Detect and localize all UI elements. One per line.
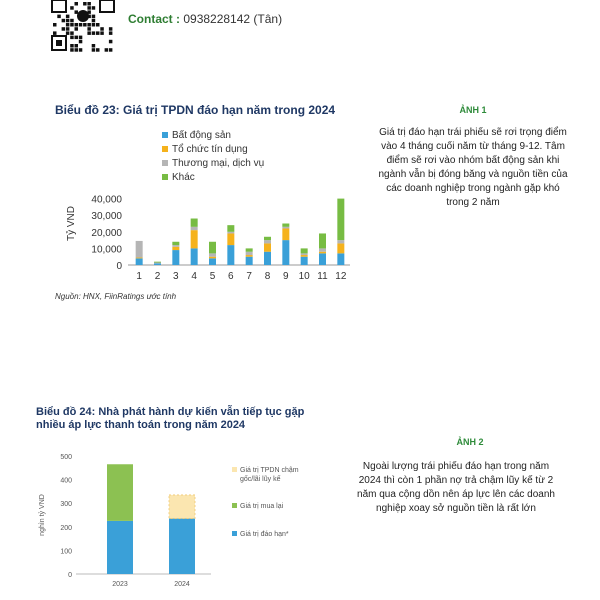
x-tick-label: 9	[283, 271, 289, 282]
bar-segment	[209, 258, 216, 265]
legend-label: Giá trị mua lại	[240, 503, 284, 510]
bar-segment	[209, 253, 216, 256]
side-title-2: ẢNH 2	[456, 437, 484, 447]
bar-segment	[246, 252, 253, 255]
y-tick-label: 20,000	[91, 227, 122, 239]
bar-segment	[301, 255, 308, 257]
x-tick-label: 2	[154, 271, 161, 282]
legend-swatch	[162, 160, 168, 166]
x-tick-label: 8	[264, 271, 271, 282]
bar-segment	[227, 232, 234, 234]
bar-segment	[264, 237, 271, 240]
bar-segment	[337, 240, 344, 243]
y-tick-label: 400	[60, 477, 72, 485]
bar-segment	[172, 247, 179, 250]
chart-23-source: Nguồn: HNX, FiinRatings ước tính	[55, 292, 177, 301]
bar-segment	[227, 225, 234, 232]
x-tick-label: 11	[317, 271, 328, 282]
bar-segment	[264, 240, 271, 243]
x-tick-label: 7	[246, 271, 252, 282]
legend-label: Thương mại, dịch vụ	[172, 158, 265, 169]
side-title-1: ẢNH 1	[459, 105, 487, 115]
qr-code-image	[50, 0, 116, 54]
bar-segment	[282, 228, 289, 240]
bar-segment	[246, 248, 253, 251]
bar-segment	[107, 521, 133, 574]
x-tick-label: 12	[335, 271, 347, 282]
x-tick-label: 2024	[174, 581, 190, 588]
y-tick-label: 0	[116, 261, 122, 272]
bar-segment	[282, 224, 289, 227]
bar-segment	[264, 243, 271, 251]
bar-segment	[337, 243, 344, 253]
bar-segment	[301, 248, 308, 253]
bar-segment	[172, 250, 179, 265]
bar-segment	[172, 245, 179, 247]
bar-segment	[319, 248, 326, 251]
bar-segment	[209, 257, 216, 259]
bar-segment	[154, 263, 161, 265]
chart-23	[50, 130, 360, 290]
y-tick-label: 10,000	[91, 244, 122, 256]
legend-swatch	[162, 146, 168, 152]
contact-line	[128, 12, 282, 26]
bar-segment	[282, 240, 289, 265]
chart-24	[36, 448, 326, 598]
bar-segment	[107, 464, 133, 521]
bar-segment	[264, 252, 271, 265]
x-tick-label: 1	[136, 271, 142, 282]
side-text-1: Giá trị đáo hạn trái phiếu sẽ rơi trọng điểm vào 4 tháng cuối năm từ tháng 9-12. Tâm điểm sẽ rơi vào nhóm bất động sản khi ngành vẫn bị đóng băng và nguồn tiền của các doanh nghiệp trong ngành gặp khó trong 2 năm	[378, 127, 568, 208]
contact-label: Contact :	[128, 12, 180, 26]
bar-segment	[191, 227, 198, 230]
legend-label: Tổ chức tín dụng	[172, 144, 248, 155]
bar-segment	[246, 257, 253, 265]
y-tick-label: 200	[60, 524, 72, 532]
x-tick-label: 4	[191, 271, 197, 282]
legend-label: gốc/lãi lũy kế	[240, 476, 281, 483]
bar-segment	[301, 257, 308, 265]
bar-segment	[337, 253, 344, 265]
chart-23-title: Biểu đồ 23: Giá trị TPDN đáo hạn năm trong 2024	[55, 103, 336, 117]
bar-segment	[337, 199, 344, 241]
bar-segment	[136, 258, 143, 265]
x-tick-label: 6	[228, 271, 234, 282]
x-tick-label: 10	[298, 271, 310, 282]
bar-segment	[154, 262, 161, 263]
bar-segment	[301, 253, 308, 255]
bar-segment	[227, 233, 234, 245]
bar-segment	[169, 519, 195, 574]
bar-segment	[227, 245, 234, 265]
bar-segment	[209, 242, 216, 254]
legend-swatch	[232, 503, 237, 508]
y-axis-label: nghìn tỷ VND	[39, 494, 46, 536]
y-tick-label: 100	[60, 548, 72, 556]
bar-segment	[319, 253, 326, 265]
x-tick-label: 5	[209, 271, 216, 282]
bar-segment	[136, 258, 143, 259]
side-text-2: Ngoài lượng trái phiếu đáo hạn trong năm 2024 thì còn 1 phần nợ trả chậm lũy kế từ 2 năm qua cộng dồn nên áp lực lên các doanh nghiệp xoay sở nguồn tiền là rất lớn	[357, 461, 555, 514]
contact-phone: 0938228142 (Tân)	[183, 12, 283, 26]
y-tick-label: 0	[68, 572, 72, 579]
y-tick-label: 300	[60, 501, 72, 509]
bar-segment	[319, 252, 326, 254]
y-tick-label: 30,000	[91, 211, 122, 223]
x-tick-label: 3	[173, 271, 179, 282]
bar-segment	[191, 219, 198, 227]
bar-segment	[246, 255, 253, 257]
bar-segment	[136, 241, 143, 258]
x-tick-label: 2023	[112, 581, 128, 588]
bar-segment	[169, 495, 195, 519]
bar-segment	[191, 248, 198, 265]
chart-24-title: Biểu đồ 24: Nhà phát hành dự kiến vẫn tiếp tục gặp nhiều áp lực thanh toán trong năm 2024	[36, 406, 305, 431]
legend-swatch	[232, 531, 237, 536]
legend-label: Giá trị đáo hạn*	[240, 531, 289, 538]
bar-segment	[191, 230, 198, 248]
legend-swatch	[162, 132, 168, 138]
legend-swatch	[162, 174, 168, 180]
legend-label: Bất động sản	[172, 130, 231, 141]
y-tick-label: 40,000	[91, 194, 122, 206]
y-tick-label: 500	[60, 454, 72, 461]
bar-segment	[172, 242, 179, 245]
bar-segment	[319, 233, 326, 248]
y-axis-label: Tỷ VND	[66, 206, 77, 241]
legend-label: Khác	[172, 172, 195, 183]
bar-segment	[154, 263, 161, 264]
legend-swatch	[232, 467, 237, 472]
bar-segment	[282, 227, 289, 229]
legend-label: Giá trị TPDN chậm	[240, 467, 299, 474]
